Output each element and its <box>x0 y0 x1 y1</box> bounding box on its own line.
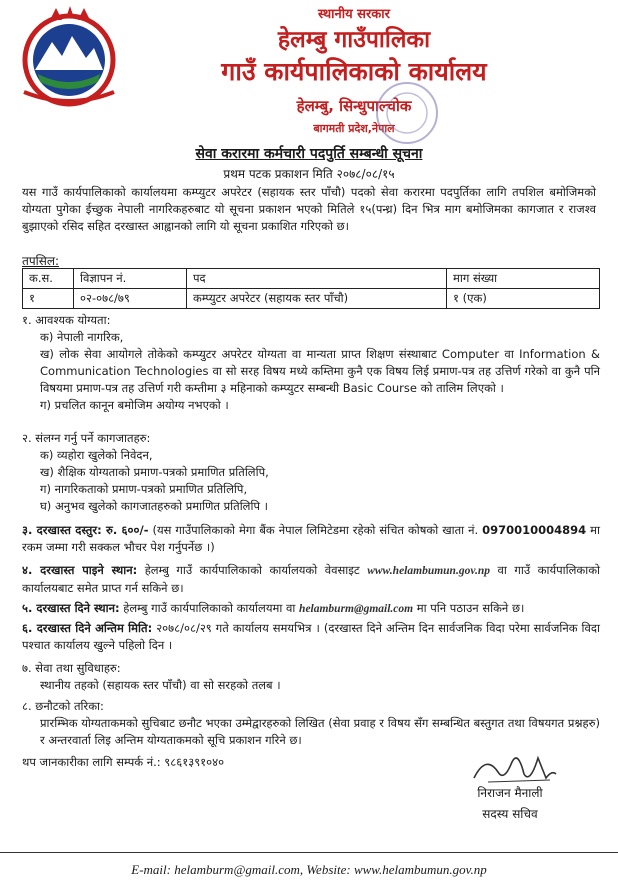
fee-label: ३. दरखास्त दस्तुर: रु. ६००/- <box>22 523 149 537</box>
section-title: ८. छनौटको तरिका: <box>22 699 104 713</box>
form-location-text-2: वा गाउँ कार्यपालिकाको कार्यालयबाट समेत प्राप्त गर्न सकिने छ। <box>22 563 601 595</box>
list-item: ख) लोक सेवा आयोगले तोकेको कम्प्युटर अपरेटर योग्यता वा मान्यता प्राप्त शिक्षण संस्थाबाट Computer वा Information & Communication Technologies वा सो सरह विषय मध्ये कम्तिमा कुनै एक विषय लिई प्रमाण-पत्र तह उत्तिर्ण गरेको वा कुनै पनि विषयमा प्रमाण-पत्र तह उत्तिर्ण गरी कम्तीमा ३ महिनाको कम्प्युटर सम्बन्धी Basic Course को तालिम लिएको । <box>40 347 600 395</box>
table-label: तपसिल: <box>22 254 60 268</box>
form-location-label: ४. दरखास्त पाइने स्थान: <box>22 563 138 577</box>
section-selection <box>22 698 600 749</box>
nepal-emblem-icon <box>10 6 128 110</box>
submit-location-text: हेलम्बु गाउँ कार्यपालिकाको कार्यालयमा वा <box>123 601 296 615</box>
list-item: क) नेपाली नागरिक, <box>40 330 124 344</box>
fee-text: (यस गाउँपालिकाको मेगा बैंक नेपाल लिमिटेडमा रहेको संचित कोषको खाता नं. <box>152 523 479 537</box>
section-submit-location <box>22 600 600 618</box>
section-title: ७. सेवा तथा सुविधाहरु: <box>22 661 121 675</box>
deadline-label: ६. दरखास्त दिने अन्तिम मिति: <box>22 621 153 635</box>
submit-location-label: ५. दरखास्त दिने स्थान: <box>22 601 120 615</box>
cell-post: कम्प्युटर अपरेटर (सहायक स्तर पाँचौ) <box>187 289 447 309</box>
section-benefits <box>22 660 600 694</box>
list-item: ग) प्रचलित कानून बमोजिम अयोग्य नभएको । <box>40 398 229 412</box>
selection-text: प्रारम्भिक योग्यताकमको सुचिबाट छनौट भएका उम्मेद्वारहरुको लिखित (सेवा प्रवाह र विषय सँग सम्बन्धित बस्तुगत तथा विषयगत प्रश्नहरु) र अन्तरवार्ता लिइ अन्तिम योग्यताकमको सूचि प्रकाशन गरिने छ। <box>40 716 600 747</box>
signatory-post: सदस्य सचिव <box>482 807 538 821</box>
list-item: ख) शैक्षिक योग्यताको प्रमाण-पत्रको प्रमाणित प्रतिलिपि, <box>40 465 269 479</box>
footer-divider <box>0 852 618 853</box>
section-title: २. संलग्न गर्नु पर्ने कागजातहरु: <box>22 431 151 445</box>
cell-ad-no: ०२-०७८/७९ <box>74 289 187 309</box>
col-header-sn: क.स. <box>23 269 74 289</box>
section-title: १. आवश्यक योग्यता: <box>22 313 111 327</box>
deadline-text: २०७८/०८/२९ गते कार्यालय समयभित्र । (दरखास्त दिने अन्तिम दिन सार्वजनिक विदा परेमा सार्वजनिक विदा पश्चात कार्यालय खुल्ने पहिलो दिन । <box>22 621 601 652</box>
header-location: हेलम्बु, सिन्धुपाल्चोक <box>296 97 412 115</box>
section-fee <box>22 522 600 556</box>
header-municipality-name: हेलम्बु गाउँपालिका <box>277 27 431 53</box>
bank-account-number: 0970010004894 <box>482 523 587 537</box>
header-province: बागमती प्रदेश,नेपाल <box>313 122 395 135</box>
notice-title: सेवा करारमा कर्मचारी पदपुर्ति सम्बन्धी सूचना <box>195 146 423 162</box>
submit-location-text-2: मा पनि पठाउन सकिने छ। <box>416 601 525 615</box>
form-location-text: हेलम्बु गाउँ कार्यपालिकाको कार्यालयको वेवसाइट <box>144 563 360 577</box>
header-line-local-govt: स्थानीय सरकार <box>318 7 390 22</box>
col-header-post: पद <box>187 269 447 289</box>
table-row <box>23 289 600 309</box>
list-item: क) व्यहोरा खुलेको निवेदन, <box>40 448 153 462</box>
col-header-demand: माग संख्या <box>447 269 600 289</box>
list-item: ग) नागरिकताको प्रमाण-पत्रको प्रमाणित प्रतिलिपि, <box>40 482 248 496</box>
header-office-name: गाउँ कार्यपालिकाको कार्यालय <box>221 57 487 86</box>
office-stamp-icon <box>372 78 442 148</box>
publication-date: प्रथम पटक प्रकाशन मिति २०७८/०८/१५ <box>223 167 395 181</box>
signature-icon <box>468 744 558 788</box>
signatory-name: निराजन मैनाली <box>477 786 543 800</box>
website-link[interactable]: www.helambumun.gov.np <box>367 565 491 577</box>
list-item: घ) अनुभव खुलेको कागजातहरुको प्रमाणित प्रतिलिपि । <box>40 499 268 513</box>
fee-text-2: मा रकम जम्मा गरी सक्कल भौचर पेश गर्नुपर्नेछ ।) <box>22 523 601 554</box>
contact-line: थप जानकारीका लागि सम्पर्क नं.: ९८६१३९१०४० <box>22 755 225 769</box>
email-link[interactable]: helamburm@gmail.com <box>299 603 414 615</box>
section-documents <box>22 430 600 515</box>
col-header-ad-no: विज्ञापन नं. <box>74 269 187 289</box>
notice-intro: यस गाउँ कार्यपालिकाको कार्यालयमा कम्प्युटर अपरेटर (सहायक स्तर पाँचौ) पदको सेवा करारमा पदपुर्तिका लागि तपशिल बमोजिमको योग्यता पुगेका ईच्छुक नेपाली नागरिकहरुबाट यो सूचना प्रकाशन भएको मितिले १५(पन्ध्र) दिन भित्र माग बमोजिमका कागजात र राजश्व बुझाएको रसिद सहित दरखास्त आह्वानको लागि यो सूचना प्रकाशित गरिएको छ। <box>22 185 596 233</box>
cell-demand: १ (एक) <box>447 289 600 309</box>
vacancy-table <box>22 268 600 309</box>
footer-contact: E-mail: helamburm@gmail.com, Website: www.helambumun.gov.np <box>131 862 487 877</box>
benefits-text: स्थानीय तहको (सहायक स्तर पाँचौ) वा सो सरहको तलब । <box>40 678 281 692</box>
table-header-row <box>23 269 600 289</box>
section-form-location <box>22 562 600 597</box>
section-deadline <box>22 620 600 654</box>
cell-sn: १ <box>23 289 74 309</box>
section-qualification <box>22 312 600 414</box>
